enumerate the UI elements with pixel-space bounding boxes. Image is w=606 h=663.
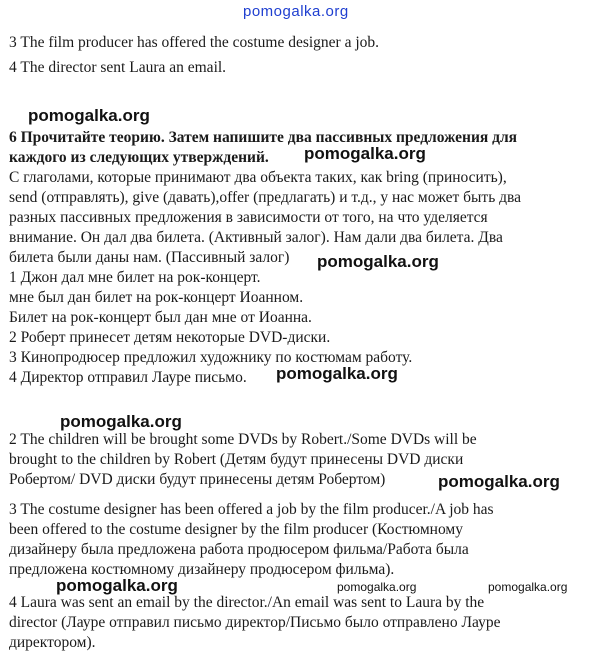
watermark: pomogalka.org [60,412,182,431]
text-line: мне был дан билет на рок-концерт Иоанном. [9,289,304,306]
answer-line: директором). [9,634,96,651]
watermark: pomogalka.org [488,580,568,594]
answer-line: brought to the children by Robert (Детям будут принесены DVD диски [9,451,464,468]
answer-line: been offered to the costume designer by the film producer (Костюмному [9,521,463,538]
text-line: внимание. Он дал два билета. (Активный залог). Нам дали два билета. Два [9,229,503,246]
text-line: Билет на рок-концерт был дан мне от Иоанна. [9,309,312,326]
answer-line: 3 The costume designer has been offered a job by the film producer./A job has [9,501,494,518]
text-line: 4 Директор отправил Лауре письмо. [9,369,247,386]
watermark: pomogalka.org [276,364,398,383]
text-line: разных пассивных предложения в зависимости от того, на что уделяется [9,209,488,226]
answer-line: 2 The children will be brought some DVDs by Robert./Some DVDs will be [9,431,477,448]
text-line: 3 Кинопродюсер предложил художнику по костюмам работу. [9,349,413,366]
watermark-top: pomogalka.org [243,3,349,20]
watermark: pomogalka.org [438,472,560,491]
text-line: билета были даны нам. (Пассивный залог) [9,249,290,266]
watermark: pomogalka.org [28,106,150,125]
watermark: pomogalka.org [56,576,178,595]
answer-line: дизайнеру была предложена работа продюсером фильма/Работа была [9,541,469,558]
text-line: С глаголами, которые принимают два объекта таких, как bring (приносить), [9,169,507,186]
exercise-heading: 6 Прочитайте теорию. Затем напишите два пассивных предложения для [9,129,518,146]
text-line: 1 Джон дал мне билет на рок-концерт. [9,269,261,286]
answer-line: director (Лауре отправил письмо директор/Письмо было отправлено Лауре [9,614,501,631]
text-line: 4 The director sent Laura an email. [9,59,227,76]
text-line: 2 Роберт принесет детям некоторые DVD-диски. [9,329,331,346]
text-line: 3 The film producer has offered the costume designer a job. [9,34,380,51]
answer-line: 4 Laura was sent an email by the director./An email was sent to Laura by the [9,594,485,611]
answer-line: предложена костюмному дизайнеру продюсером фильма). [9,561,395,578]
text-line: send (отправлять), give (давать),offer (предлагать) и т.д., у нас может быть два [9,189,522,206]
exercise-heading: каждого из следующих утверждений. [9,149,269,166]
watermark: pomogalka.org [304,144,426,163]
watermark: pomogalka.org [337,580,417,594]
watermark: pomogalka.org [317,252,439,271]
answer-line: Робертом/ DVD диски будут принесены детям Робертом) [9,471,386,488]
